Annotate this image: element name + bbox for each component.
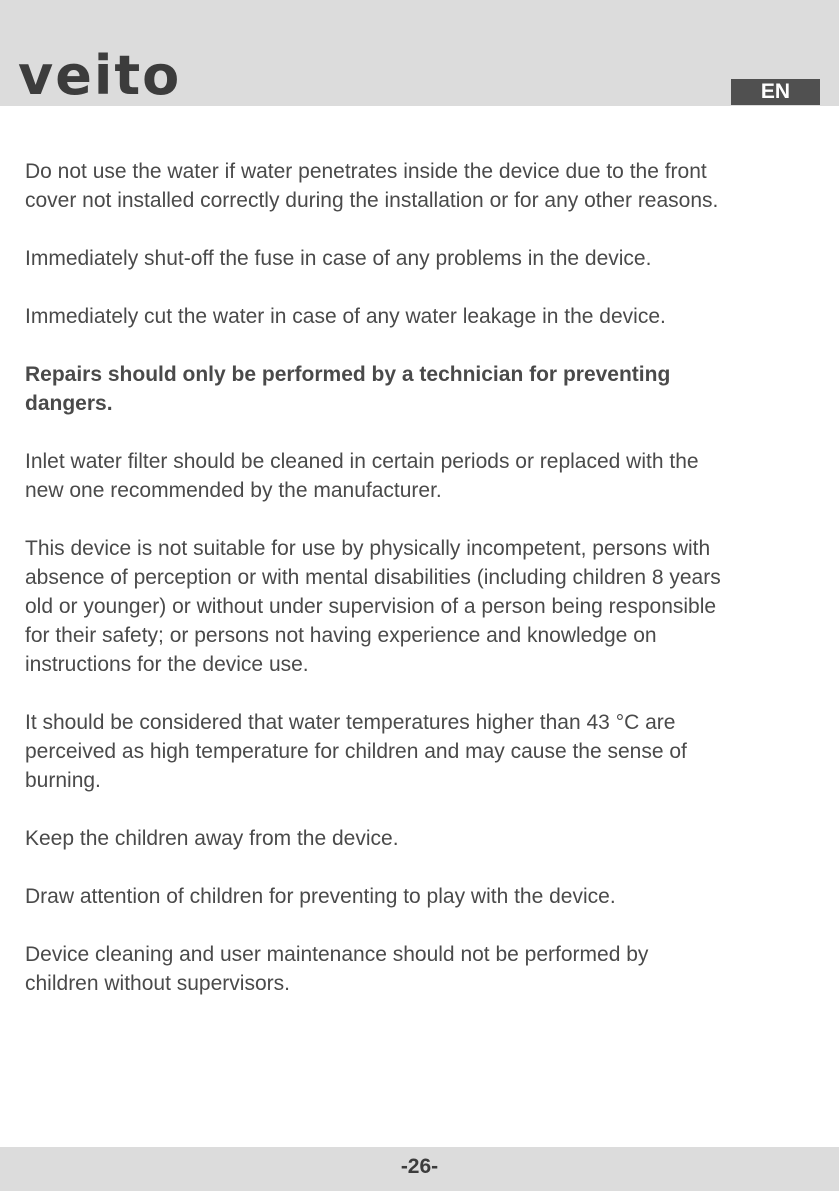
brand-logo: veito [18, 44, 182, 107]
paragraph-water-leakage [25, 302, 830, 331]
text-line: It should be considered that water temperatures higher than 43 °C are [25, 711, 676, 734]
text-line: Immediately cut the water in case of any water leakage in the device. [25, 305, 666, 328]
text-line: instructions for the device use. [25, 653, 309, 676]
page-header [0, 0, 839, 106]
paragraph-water-temperature [25, 708, 830, 795]
page-number: -26- [400, 1155, 439, 1178]
text-line: Immediately shut-off the fuse in case of any problems in the device. [25, 247, 652, 270]
text-line: Inlet water filter should be cleaned in certain periods or replaced with the [25, 450, 699, 473]
text-line: dangers. [25, 392, 113, 415]
paragraph-water-penetration [25, 157, 830, 215]
paragraph-keep-children-away [25, 824, 830, 853]
language-badge: EN [731, 79, 820, 105]
page-footer [0, 1147, 839, 1191]
text-line: children without supervisors. [25, 972, 290, 995]
text-line: Repairs should only be performed by a technician for preventing [25, 363, 671, 386]
text-line: for their safety; or persons not having experience and knowledge on [25, 624, 657, 647]
paragraph-cleaning-maintenance [25, 940, 830, 998]
paragraph-fuse-shutoff [25, 244, 830, 273]
text-line: old or younger) or without under supervision of a person being responsible [25, 595, 717, 618]
text-line: burning. [25, 769, 101, 792]
text-line: Device cleaning and user maintenance should not be performed by [25, 943, 649, 966]
paragraph-repairs-warning [25, 360, 830, 418]
paragraph-suitability [25, 534, 830, 679]
text-line: absence of perception or with mental disabilities (including children 8 years [25, 566, 721, 589]
text-line: perceived as high temperature for children and may cause the sense of [25, 740, 687, 763]
text-line: cover not installed correctly during the installation or for any other reasons. [25, 189, 719, 212]
text-line: Do not use the water if water penetrates inside the device due to the front [25, 160, 707, 183]
text-line: Draw attention of children for preventing to play with the device. [25, 885, 616, 908]
paragraph-inlet-filter [25, 447, 830, 505]
paragraph-draw-attention [25, 882, 830, 911]
text-line: Keep the children away from the device. [25, 827, 399, 850]
instructions-body [25, 157, 830, 1027]
text-line: new one recommended by the manufacturer. [25, 479, 442, 502]
text-line: This device is not suitable for use by physically incompetent, persons with [25, 537, 711, 560]
